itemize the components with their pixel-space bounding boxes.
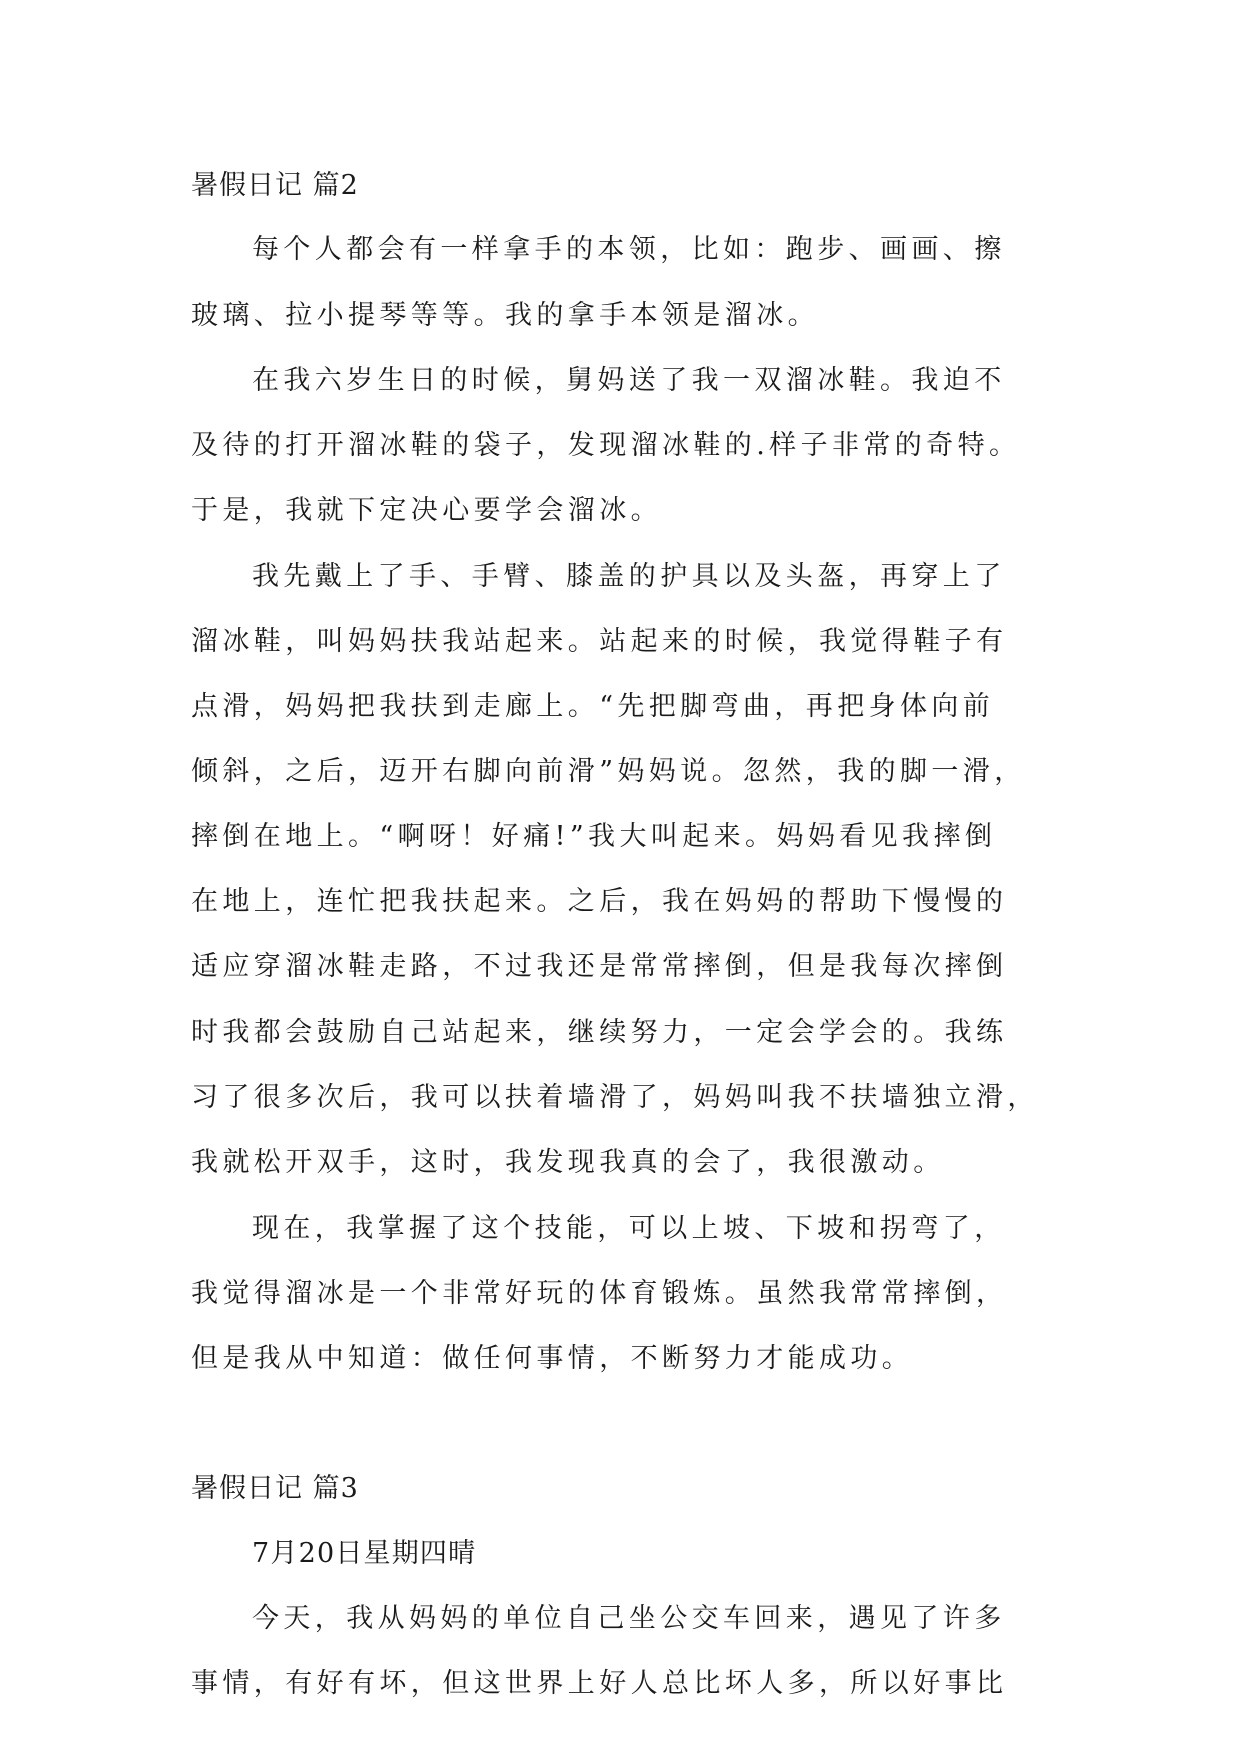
paragraph-line: 现在，我掌握了这个技能，可以上坡、下坡和拐弯了， bbox=[252, 1213, 1006, 1244]
paragraph-line: 我觉得溜冰是一个非常好玩的体育锻炼。虽然我常常摔倒， bbox=[191, 1278, 1008, 1309]
paragraph-line: 玻璃、拉小提琴等等。我的拿手本领是溜冰。 bbox=[191, 300, 819, 331]
paragraph-line: 适应穿溜冰鞋走路，不过我还是常常摔倒，但是我每次摔倒 bbox=[191, 951, 1008, 982]
paragraph-line: 但是我从中知道：做任何事情，不断努力才能成功。 bbox=[191, 1343, 914, 1374]
paragraph-line: 溜冰鞋，叫妈妈扶我站起来。站起来的时候，我觉得鞋子有 bbox=[191, 626, 1008, 657]
paragraph-line: 事情，有好有坏，但这世界上好人总比坏人多，所以好事比 bbox=[191, 1668, 1008, 1699]
paragraph-line: 我就松开双手，这时，我发现我真的会了，我很激动。 bbox=[191, 1147, 945, 1178]
paragraph-line: 今天，我从妈妈的单位自己坐公交车回来，遇见了许多 bbox=[252, 1603, 1006, 1634]
paragraph-line: 摔倒在地上。“啊呀！好痛!”我大叫起来。妈妈看见我摔倒 bbox=[191, 821, 997, 852]
paragraph-line: 在我六岁生日的时候，舅妈送了我一双溜冰鞋。我迫不 bbox=[252, 365, 1006, 396]
paragraph-line: 习了很多次后，我可以扶着墙滑了，妈妈叫我不扶墙独立滑， bbox=[191, 1082, 1039, 1113]
paragraph-line: 在地上，连忙把我扶起来。之后，我在妈妈的帮助下慢慢的 bbox=[191, 886, 1008, 917]
section-heading: 暑假日记 篇2 bbox=[191, 170, 359, 201]
section-heading: 暑假日记 篇3 bbox=[191, 1473, 359, 1504]
paragraph-line: 倾斜，之后，迈开右脚向前滑”妈妈说。忽然，我的脚一滑， bbox=[191, 756, 1026, 787]
paragraph-line: 点滑，妈妈把我扶到走廊上。“先把脚弯曲，再把身体向前 bbox=[191, 691, 995, 722]
paragraph-line: 及待的打开溜冰鞋的袋子，发现溜冰鞋的.样子非常的奇特。 bbox=[191, 430, 1021, 461]
date-line: 7月20日星期四晴 bbox=[252, 1538, 477, 1569]
paragraph-line: 于是，我就下定决心要学会溜冰。 bbox=[191, 495, 662, 526]
paragraph-line: 我先戴上了手、手臂、膝盖的护具以及头盔，再穿上了 bbox=[252, 561, 1006, 592]
paragraph-line: 每个人都会有一样拿手的本领，比如：跑步、画画、擦 bbox=[252, 234, 1006, 265]
paragraph-line: 时我都会鼓励自己站起来，继续努力，一定会学会的。我练 bbox=[191, 1017, 1008, 1048]
